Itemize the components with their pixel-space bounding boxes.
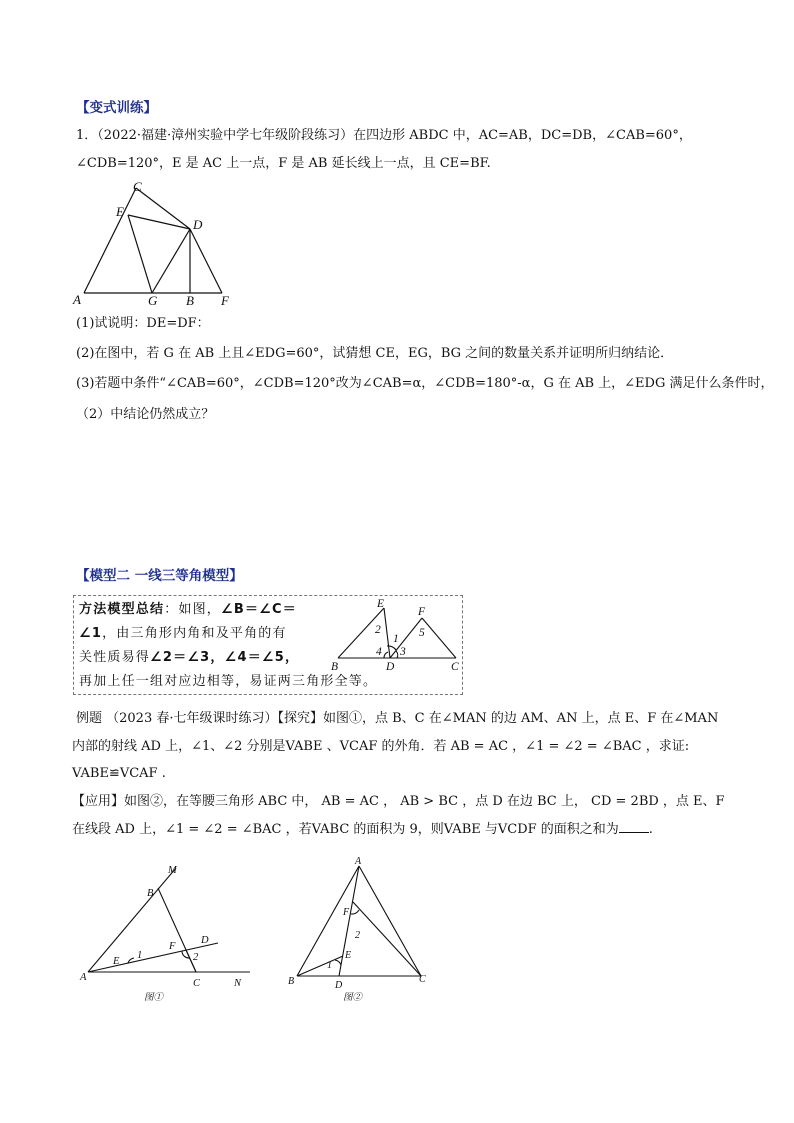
figure-three-equal-angles [330,598,460,678]
example-line-3: VABE≌VCAF . [72,766,166,781]
label-a: A [73,292,81,307]
ray-ad [88,943,218,972]
label-angle-2: 2 [375,624,381,636]
label-angle-2: 2 [355,930,360,941]
question-3-line-1: (3)若题中条件“∠CAB=60°，∠CDB=120°改为∠CAB=α，∠CDB=180°-α，G 在 AB 上，∠EDG 满足什么条件时， [76,376,774,391]
example-line-2: 内部的射线 AD 上，∠1、∠2 分别是VABE 、VCAF 的外角．若 AB = AC ，∠1 = ∠2 = ∠BAC ，求证: [72,739,690,754]
label-b: B [186,293,194,308]
segment-be [297,956,343,976]
figure-quadrilateral-abdc [70,178,240,310]
section-heading-model-two: 【模型二 一线三等角模型】 [76,568,243,584]
method-summary-box [73,595,463,695]
label-c: C [133,179,142,194]
label-a: A [355,856,362,867]
label-c: C [451,661,459,673]
label-angle-2: 2 [193,952,199,963]
section-heading-variant-training: 【变式训练】 [76,100,157,116]
label-e: E [345,950,352,961]
segment-df [190,229,222,293]
summary-line-3: 关性质易得∠2＝∠3，∠4＝∠5， [79,650,300,665]
label-d: D [193,217,203,232]
label-f: F [418,606,426,618]
label-n: N [234,978,242,989]
segment-eg [128,215,152,293]
label-b: B [147,888,154,899]
segment-ed [384,608,390,658]
summary-line-4: 再加上任一组对应边相等，易证两三角形全等。 [79,674,378,689]
label-c: C [419,974,426,985]
label-d: D [386,661,395,673]
label-c: C [193,978,201,989]
summary-line-2: ∠1，由三角形内角和及平角的有 [79,626,287,641]
label-angle-5: 5 [419,627,425,639]
summary-line-1: 方法模型总结：如图，∠B＝∠C＝ [79,602,297,617]
question-2: (2)在图中，若 G 在 AB 上且∠EDG=60°，试猜想 CE，EG，BG 之间的数量关系并证明所归纳结论． [76,346,674,361]
application-line-2: 在线段 AD 上，∠1 = ∠2 = ∠BAC ，若VABC 的面积为 9，则VABE 与VCDF 的面积之和为 . [72,822,653,837]
label-b: B [331,661,339,673]
segment-ac [84,188,136,293]
angle-arc-3 [396,651,398,658]
angle-arc-1 [335,960,341,965]
label-e: E [116,204,124,219]
segment-cf [353,902,421,976]
label-d: D [335,980,343,991]
segment-fc [422,618,456,658]
label-a: A [80,972,87,983]
label-b: B [288,976,295,987]
label-e: E [377,598,385,610]
label-f: F [169,941,176,952]
label-angle-3: 3 [400,646,406,658]
label-angle-4: 4 [376,646,382,658]
answer-blank[interactable] [619,820,649,833]
figure-1-angle-man [78,860,268,1010]
application-line-1: 【应用】如图②，在等腰三角形 ABC 中， AB = AC ， AB > BC ，点 D 在边 BC 上， CD = 2BD ，点 E、F [72,794,725,809]
label-angle-1: 1 [327,960,332,971]
question-1: (1)试说明：DE=DF： [76,316,210,331]
question-3-line-2: （2）中结论仍然成立？ [76,407,215,422]
angle-arc-2 [351,910,359,914]
problem-1-line-2: ∠CDB=120°，E 是 AC 上一点，F 是 AB 延长线上一点，且 CE=BF. [76,156,491,171]
figure-2-isosceles-abc [285,852,435,1012]
caption: 图① [144,993,164,1003]
summary-title: 方法模型总结 [79,602,165,617]
segment-dg [152,229,190,293]
label-m: M [168,865,177,876]
caption: 图② [343,993,363,1003]
label-angle-1: 1 [393,633,399,645]
example-line-1: 例题 （2023 春·七年级课时练习）【探究】如图①，点 B、C 在∠MAN 的边 AM、AN 上，点 E、F 在∠MAN [76,711,719,726]
angle-arc-4 [384,652,388,658]
segment-ac [359,866,421,976]
label-e: E [113,956,120,967]
problem-1-line-1: 1．（2022·福建·漳州实验中学七年级阶段练习）在四边形 ABDC 中，AC=AB，DC=DB，∠CAB=60°， [76,128,692,143]
label-d: D [201,935,209,946]
label-g: G [148,293,158,308]
label-f: F [343,907,350,918]
label-angle-1: 1 [137,950,143,961]
ray-am [88,868,176,972]
label-f: F [221,293,229,308]
